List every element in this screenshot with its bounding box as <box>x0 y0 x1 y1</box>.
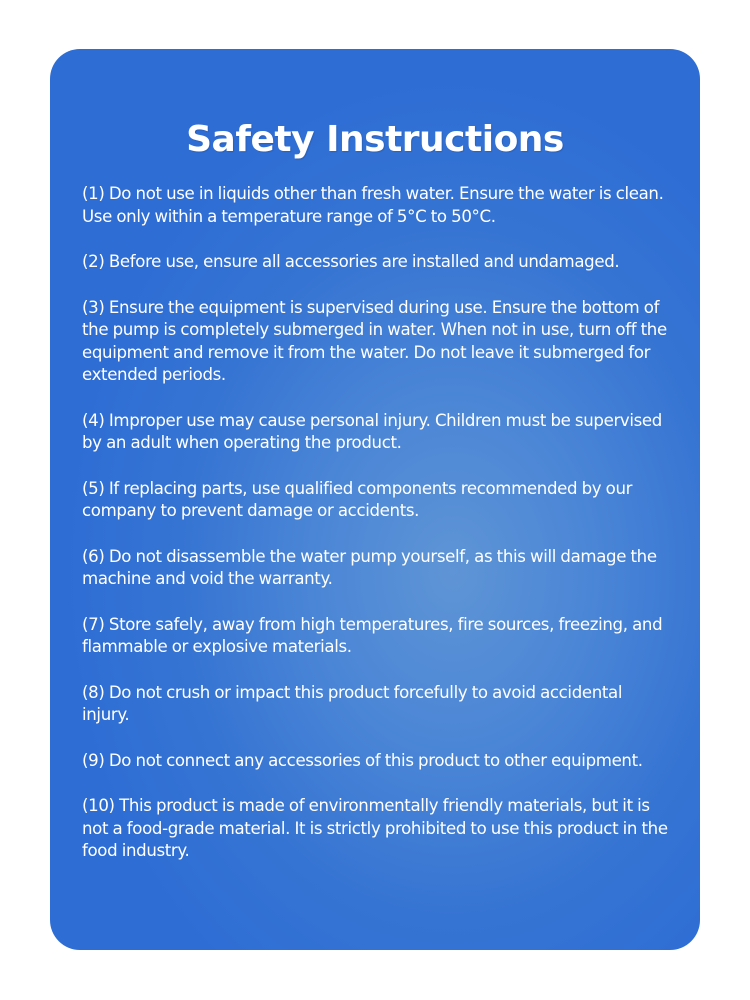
instruction-item: (10) This product is made of environmentally friendly materials, but it is not a food-grade material. It is strictly prohibited to use this product in the food industry. <box>82 796 668 860</box>
instructions-list <box>82 183 672 886</box>
instruction-item: (4) Improper use may cause personal injury. Children must be supervised by an adult when operating the product. <box>82 410 662 452</box>
instruction-item: (1) Do not use in liquids other than fresh water. Ensure the water is clean. Use only within a temperature range of 5°C to 50°C. <box>82 184 664 226</box>
instruction-item: (3) Ensure the equipment is supervised during use. Ensure the bottom of the pump is completely submerged in water. When not in use, turn off the equipment and remove it from the water. Do not leave it submerged for extended periods. <box>82 297 667 384</box>
instruction-item: (8) Do not crush or impact this product forcefully to avoid accidental injury. <box>82 682 623 724</box>
instruction-item: (6) Do not disassemble the water pump yourself, as this will damage the machine and void the warranty. <box>82 546 657 588</box>
instruction-item: (5) If replacing parts, use qualified components recommended by our company to prevent damage or accidents. <box>82 478 633 520</box>
instruction-item: (7) Store safely, away from high temperatures, fire sources, freezing, and flammable or explosive materials. <box>82 614 663 656</box>
instruction-item: (2) Before use, ensure all accessories are installed and undamaged. <box>82 252 620 271</box>
page-title: Safety Instructions <box>186 119 564 161</box>
instruction-item: (9) Do not connect any accessories of this product to other equipment. <box>82 750 643 770</box>
